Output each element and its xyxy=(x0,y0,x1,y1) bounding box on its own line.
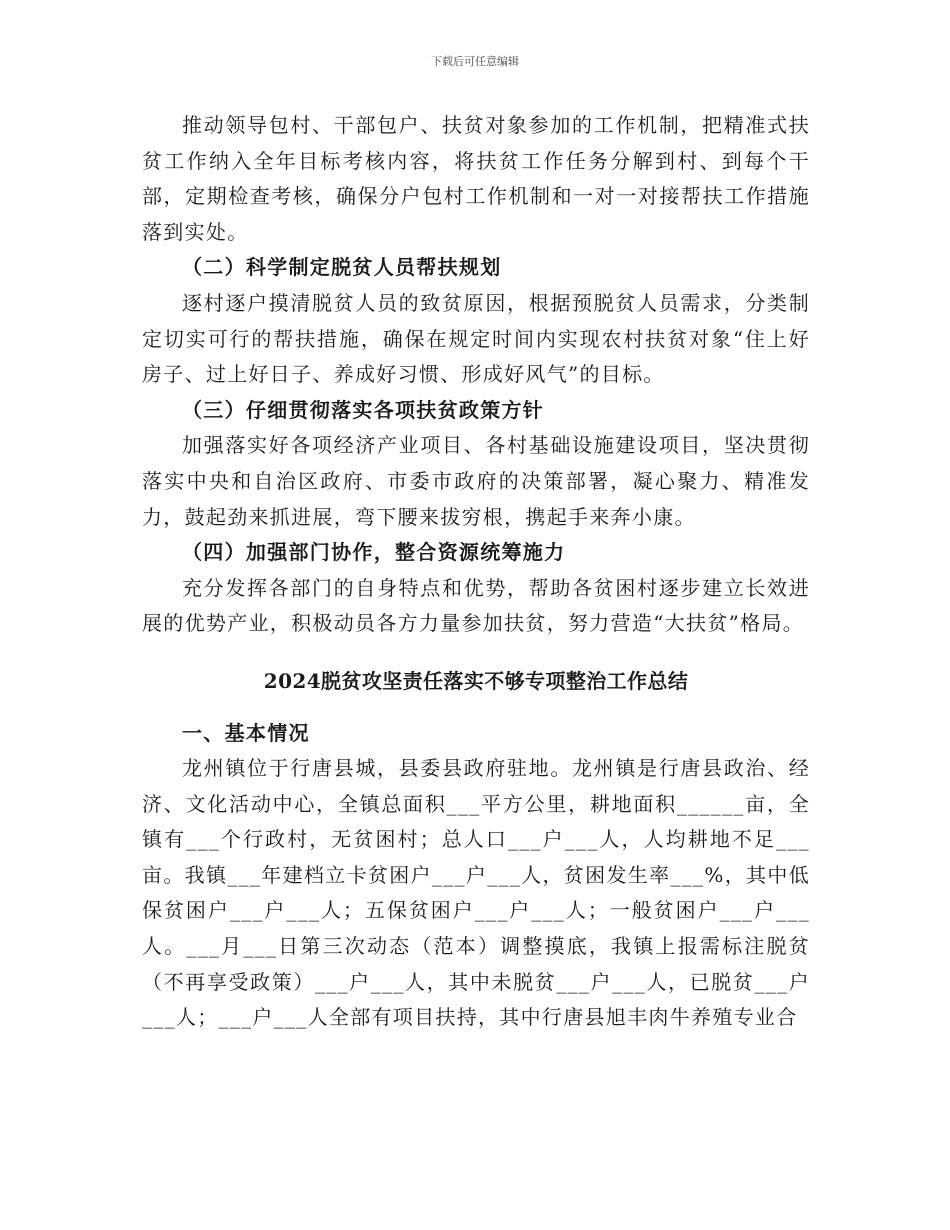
document-title: 2024脱贫攻坚责任落实不够专项整治工作总结 xyxy=(263,668,689,693)
section-heading-3: （三）仔细贯彻落实各项扶贫政策方针 xyxy=(182,397,545,422)
section-heading-2: （二）科学制定脱贫人员帮扶规划 xyxy=(182,255,502,280)
paragraph-4: 充分发挥各部门的自身特点和优势，帮助各贫困村逐步建立长效进展的优势产业，积极动员各方力量参加扶贫，努力营造“大扶贫”格局。 xyxy=(142,575,810,636)
intro-paragraph: 推动领导包村、干部包户、扶贫对象参加的工作机制，把精准式扶贫工作纳入全年目标考核内容，将扶贫工作任务分解到村、到每个干部，定期检查考核，确保分户包村工作机制和一对一对接帮扶工作措施落到实处。 xyxy=(142,113,810,244)
paragraph-5: 龙州镇位于行唐县城，县委县政府驻地。龙州镇是行唐县政治、经济、文化活动中心，全镇总面积___平方公里，耕地面积______亩，全镇有___个行政村，无贫困村；总人口___户___人，人均耕地不足___亩。我镇___年建档立卡贫困户___户___人，贫困发生率___%，其中低保贫困户___户___人；五保贫困户___户___人；一般贫困户___户___人。___月___日第三次动态（范本）调整摸底，我镇上报需标注脱贫（不再享受政策）___户___人，其中未脱贫___户___人，已脱贫___户___人；___户___人全部有项目扶持，其中行唐县旭丰肉牛养殖专业合 xyxy=(142,756,810,1030)
section-heading-5: 一、基本情况 xyxy=(182,720,310,745)
paragraph-2: 逐村逐户摸清脱贫人员的致贫原因，根据预脱贫人员需求，分类制定切实可行的帮扶措施，确保在规定时间内实现农村扶贫对象“住上好房子、过上好日子、养成好习惯、形成好风气”的目标。 xyxy=(142,290,810,387)
document-body xyxy=(142,108,810,1036)
paragraph-3: 加强落实好各项经济产业项目、各村基础设施建设项目，坚决贯彻落实中央和自治区政府、市委市政府的决策部署，凝心聚力、精准发力，鼓起劲来抓进展，弯下腰来拔穷根，携起手来奔小康。 xyxy=(142,433,810,529)
page-header-note: 下载后可任意编辑 xyxy=(431,55,519,68)
section-heading-4: （四）加强部门协作，整合资源统筹施力 xyxy=(182,540,566,565)
